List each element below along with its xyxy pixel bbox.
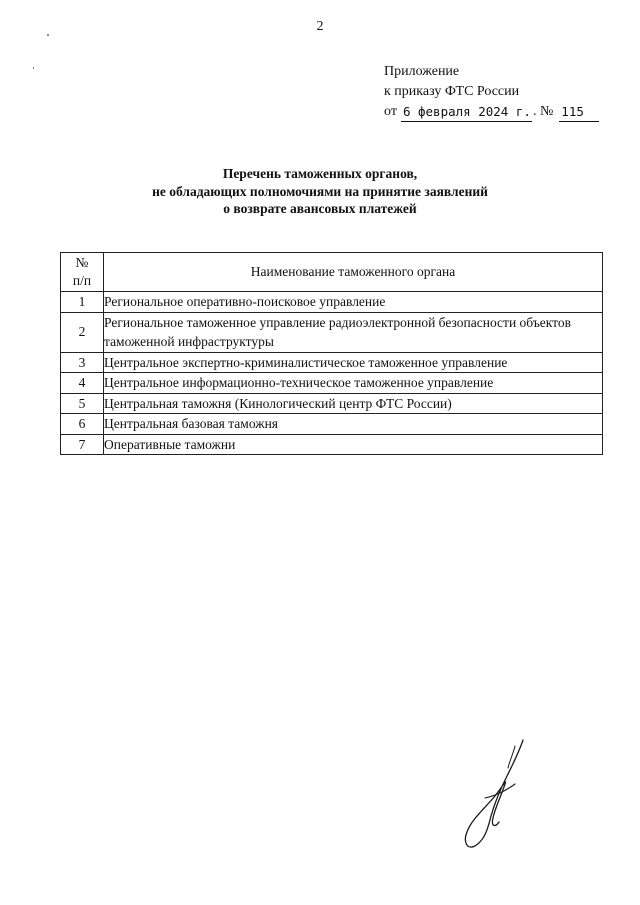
date-prefix: от [384, 104, 397, 119]
row-name: Центральное информационно-техническое таможенное управление [104, 373, 603, 394]
document-title [0, 165, 640, 218]
row-name: Центральная таможня (Кинологический центр ФТС России) [104, 393, 603, 414]
order-date: 6 февраля 2024 г. [401, 103, 532, 122]
row-name: Центральное экспертно-криминалистическое таможенное управление [104, 352, 603, 373]
row-number: 6 [61, 414, 104, 435]
customs-bodies-table [60, 252, 603, 455]
row-number: 1 [61, 292, 104, 313]
header-number [61, 253, 104, 292]
order-number: 115 [559, 103, 599, 122]
header-number-abbrev: п/п [72, 273, 92, 288]
page-number: 2 [316, 19, 324, 34]
row-name: Оперативные таможни [104, 434, 603, 455]
table-row [61, 312, 603, 352]
row-name: Региональное оперативно-поисковое управление [104, 292, 603, 313]
table-row [61, 393, 603, 414]
row-name: Центральная базовая таможня [104, 414, 603, 435]
appendix-label: Приложение [384, 64, 460, 79]
scan-speck [33, 67, 34, 69]
row-number: 7 [61, 434, 104, 455]
appendix-date-line [384, 102, 624, 122]
appendix-order-ref: к приказу ФТС России [384, 84, 520, 99]
row-number: 3 [61, 352, 104, 373]
title-line-1: Перечень таможенных органов, [222, 166, 418, 181]
table-header-row [61, 253, 603, 292]
appendix-block [384, 62, 624, 122]
table-row [61, 352, 603, 373]
header-number-symbol: № [75, 255, 89, 270]
row-number: 2 [61, 312, 104, 352]
table-row [61, 414, 603, 435]
row-number: 4 [61, 373, 104, 394]
table-row [61, 434, 603, 455]
row-name: Региональное таможенное управление радиоэлектронной безопасности объектов таможенной инфраструктуры [104, 312, 603, 352]
header-name: Наименование таможенного органа [104, 253, 603, 292]
signature [455, 738, 535, 850]
title-line-3: о возврате авансовых платежей [223, 201, 417, 216]
row-number: 5 [61, 393, 104, 414]
table-row [61, 373, 603, 394]
scan-speck [47, 34, 49, 36]
table-row [61, 292, 603, 313]
title-line-2: не обладающих полномочиями на принятие заявлений [152, 183, 488, 199]
number-prefix: . № [532, 104, 554, 119]
